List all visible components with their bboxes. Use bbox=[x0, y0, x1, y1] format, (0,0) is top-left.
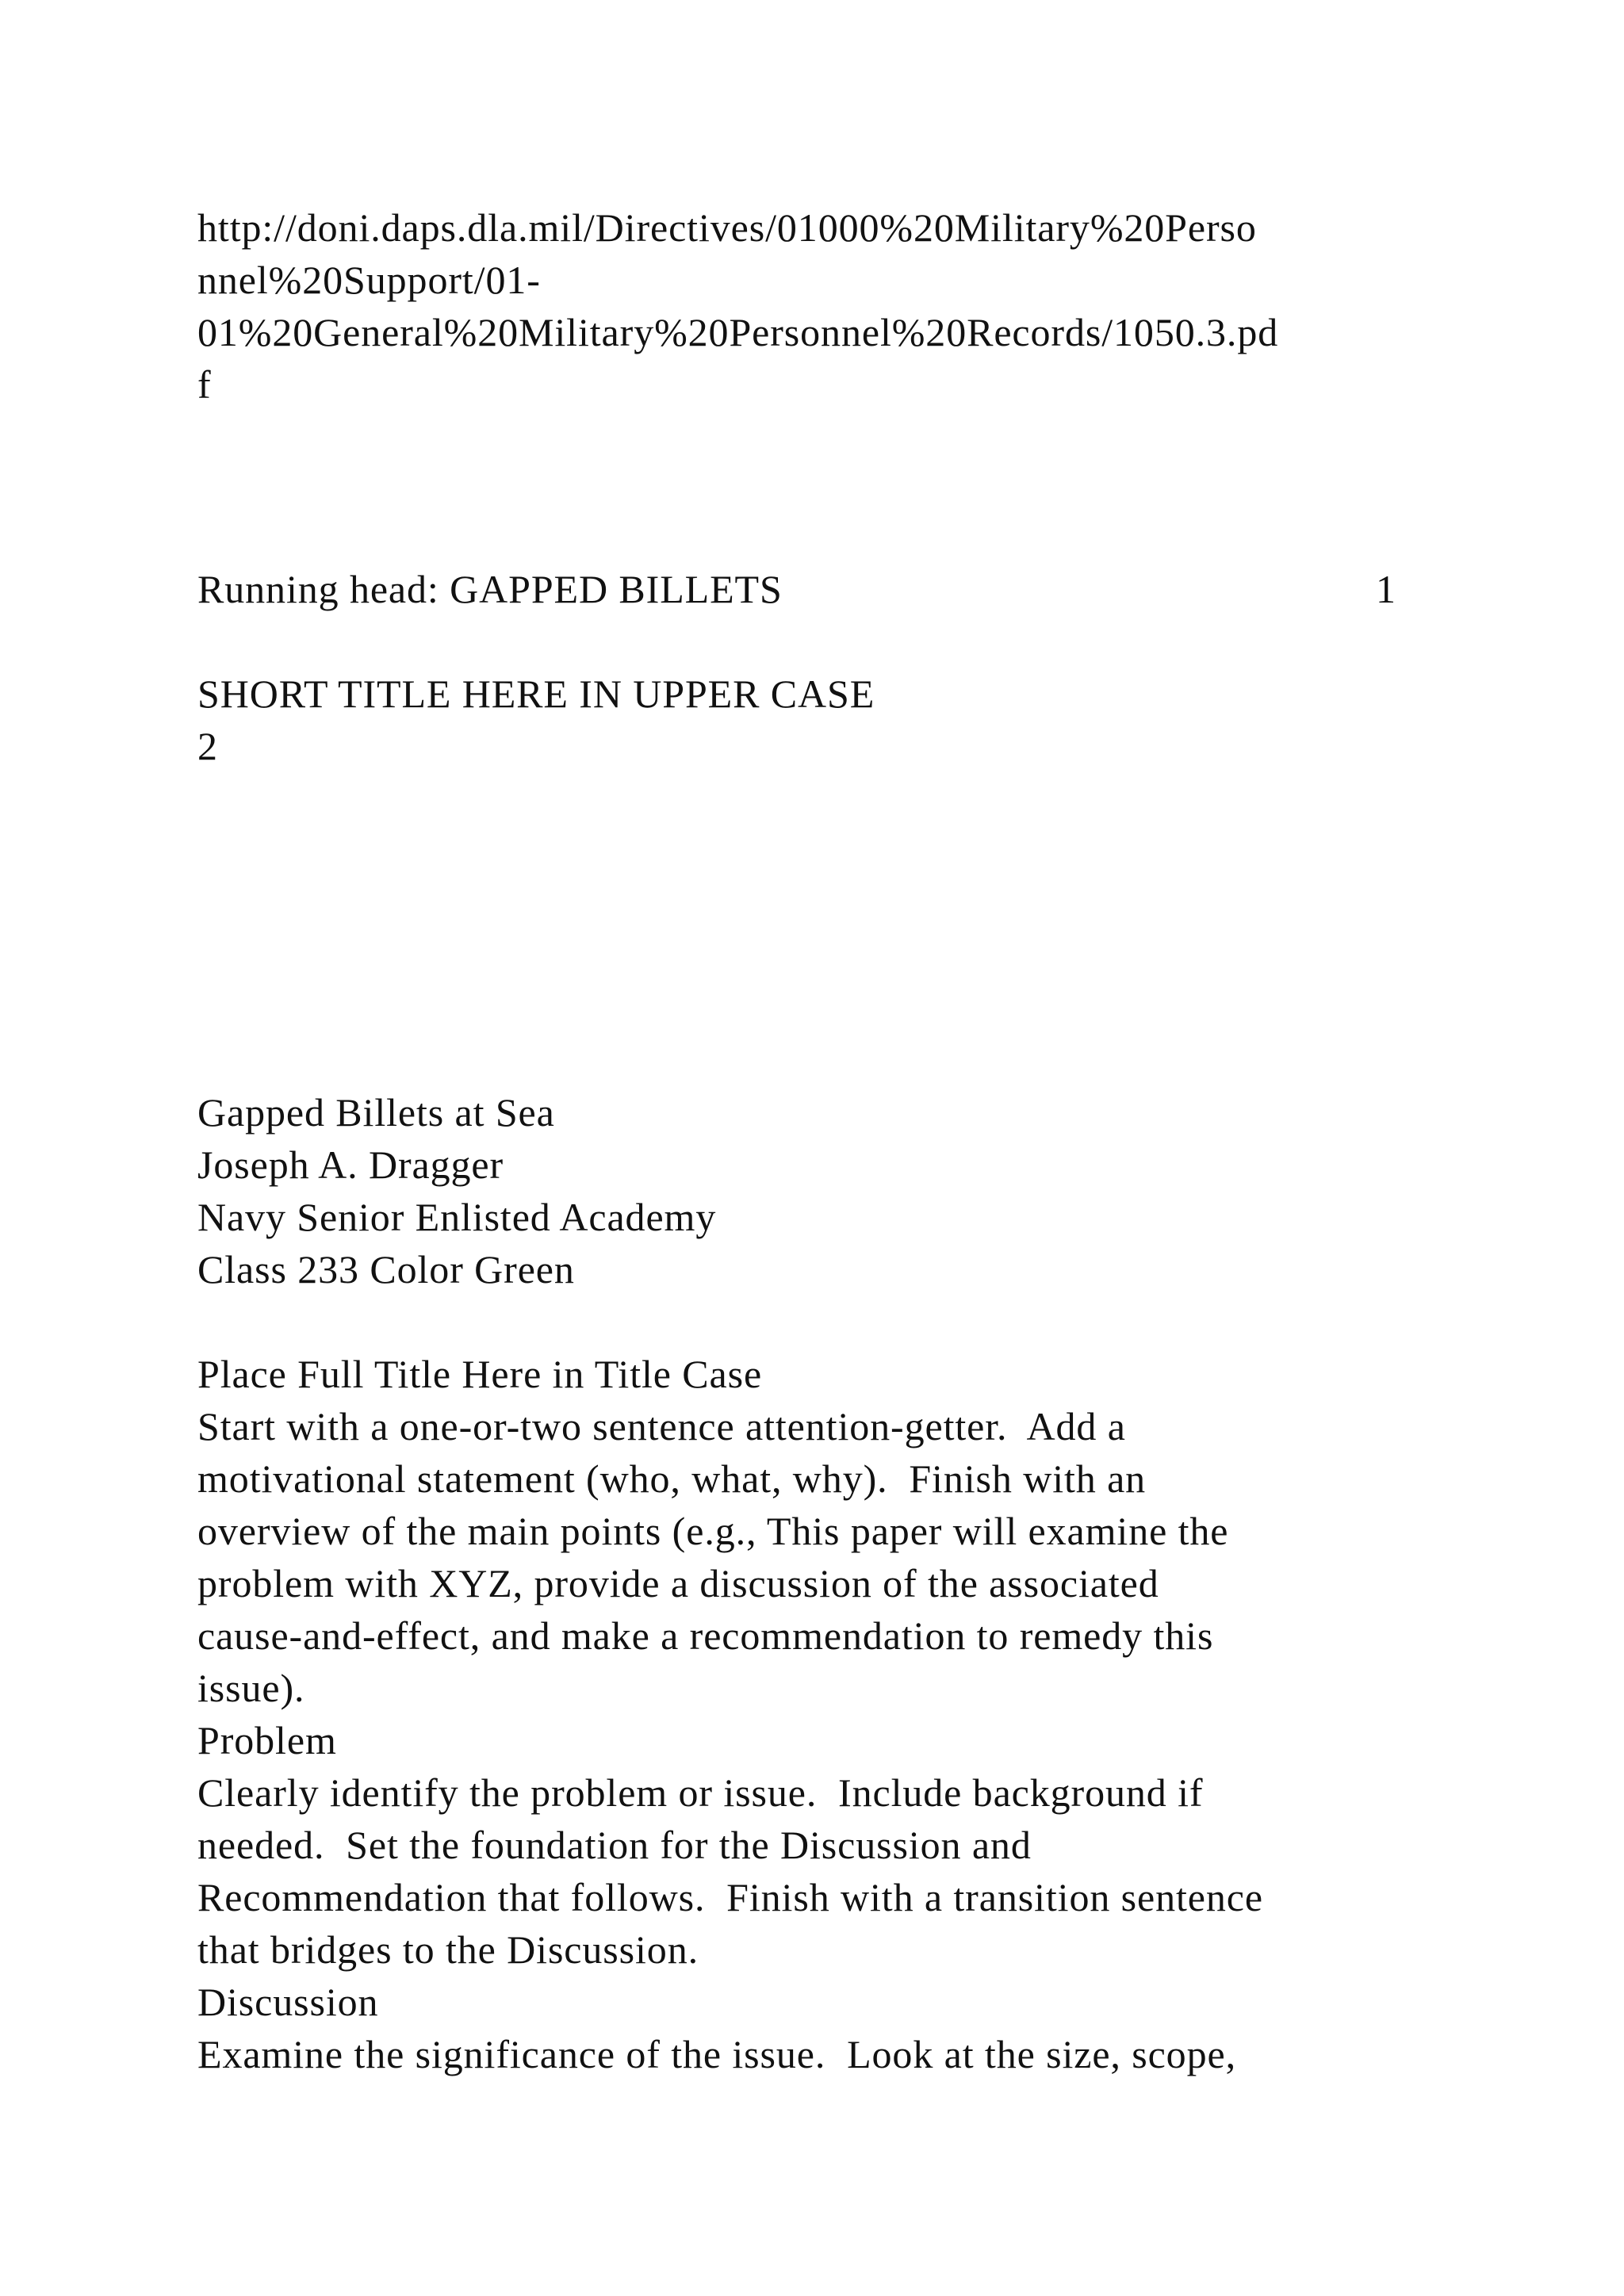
intro-line: overview of the main points (e.g., This paper will examine the bbox=[197, 1509, 1229, 1553]
problem-line: needed. Set the foundation for the Discussion and bbox=[197, 1823, 1032, 1867]
problem-heading: Problem bbox=[197, 1718, 337, 1762]
paper-title: Gapped Billets at Sea bbox=[197, 1090, 555, 1135]
url-line-3: 01%20General%20Military%20Personnel%20Records/1050.3.pd bbox=[197, 310, 1279, 354]
intro-line: problem with XYZ, provide a discussion of the associated bbox=[197, 1561, 1159, 1605]
discussion-line: Examine the significance of the issue. Look at the size, scope, bbox=[197, 2032, 1236, 2076]
institution: Navy Senior Enlisted Academy bbox=[197, 1195, 717, 1239]
author-name: Joseph A. Dragger bbox=[197, 1142, 504, 1187]
url-line-4: f bbox=[197, 362, 212, 407]
problem-line: Recommendation that follows. Finish with a transition sentence bbox=[197, 1875, 1263, 1919]
running-head: Running head: GAPPED BILLETS bbox=[197, 567, 783, 611]
intro-line: Start with a one-or-two sentence attention-getter. Add a bbox=[197, 1404, 1126, 1448]
url-line-2: nnel%20Support/01- bbox=[197, 258, 541, 302]
short-title-header: SHORT TITLE HERE IN UPPER CASE bbox=[197, 672, 875, 716]
intro-line: cause-and-effect, and make a recommendation to remedy this bbox=[197, 1613, 1214, 1658]
full-title: Place Full Title Here in Title Case bbox=[197, 1352, 763, 1396]
url-line-1: http://doni.daps.dla.mil/Directives/01000%20Military%20Perso bbox=[197, 205, 1257, 250]
page-number-1: 1 bbox=[1376, 567, 1396, 611]
page-number-2: 2 bbox=[197, 724, 218, 768]
intro-line: motivational statement (who, what, why). Finish with an bbox=[197, 1456, 1147, 1501]
discussion-heading: Discussion bbox=[197, 1980, 379, 2024]
problem-line: that bridges to the Discussion. bbox=[197, 1927, 699, 1972]
problem-line: Clearly identify the problem or issue. Include background if bbox=[197, 1770, 1204, 1815]
class-info: Class 233 Color Green bbox=[197, 1247, 575, 1292]
intro-line: issue). bbox=[197, 1666, 305, 1710]
